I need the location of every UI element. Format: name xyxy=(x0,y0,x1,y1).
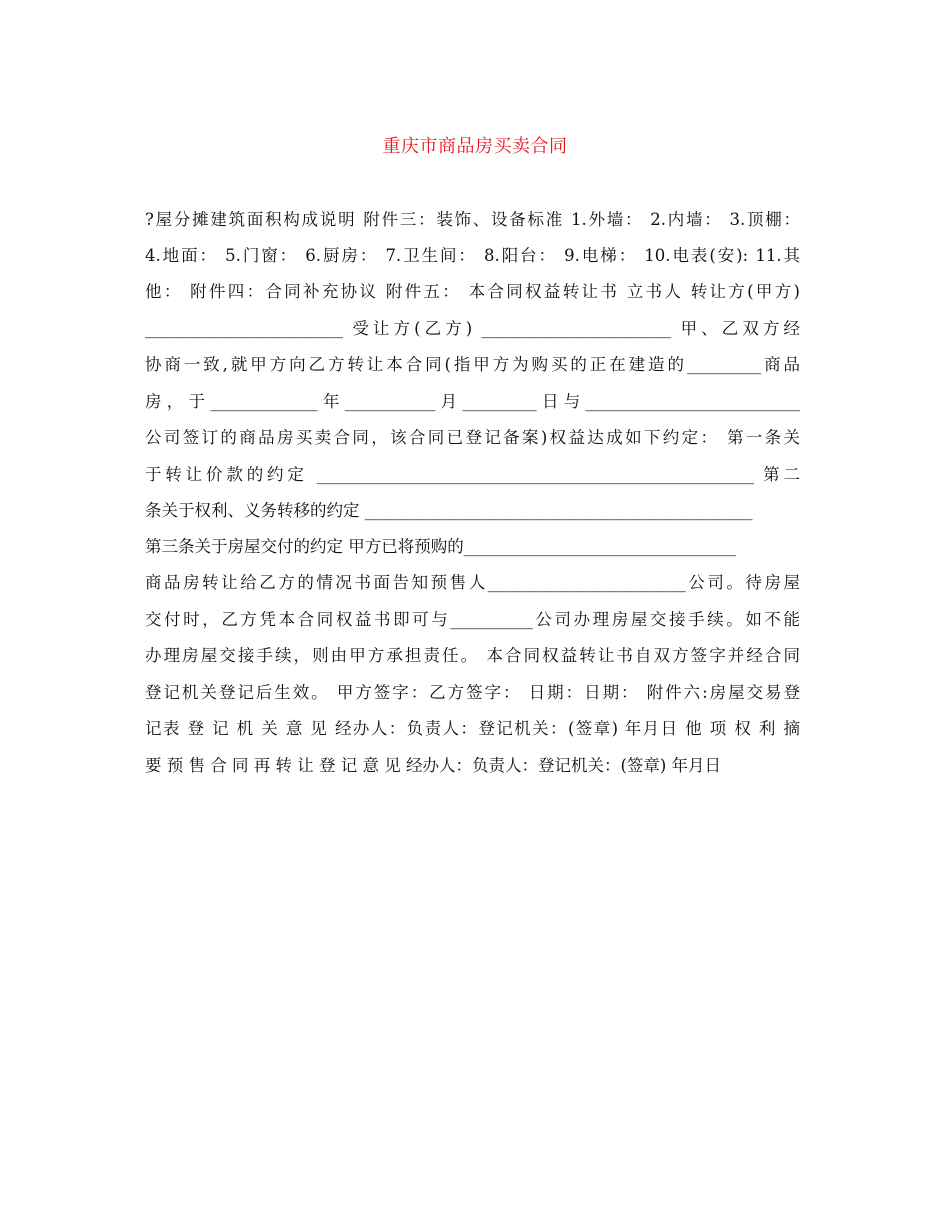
body-line-16: 要 预 售 合 同 再 转 让 登 记 意 见 经办人：负责人：登记机关：(签章) 年月日 xyxy=(145,756,722,775)
body-line-8: 于转让价款的约定 _____________________________________________________ 第二 xyxy=(145,465,800,484)
body-line-1: ?屋分摊建筑面积构成说明 附件三：装饰、设备标准 1.外墙： 2.内墙： 3.顶棚： xyxy=(145,210,800,229)
body-line-6: 房，于_____________年___________月_________日与__________________________ xyxy=(145,392,800,411)
body-line-13: 办理房屋交接手续，则由甲方承担责任。 本合同权益转让书自双方签字并经合同 xyxy=(145,646,800,665)
document-title: 重庆市商品房买卖合同 xyxy=(382,136,568,157)
body-line-15: 记表 登 记 机 关 意 见 经办人：负责人：登记机关：(签章) 年月日 他 项 权 利 摘 xyxy=(145,719,800,738)
body-line-11: 商品房转让给乙方的情况书面告知预售人________________________公司。待房屋 xyxy=(145,573,800,592)
body-line-2: 4.地面： 5.门窗： 6.厨房： 7.卫生间： 8.阳台： 9.电梯： 10.电表(安): 11.其 xyxy=(145,246,800,265)
body-line-14: 登记机关登记后生效。 甲方签字：乙方签字： 日期：日期： 附件六:房屋交易登 xyxy=(145,683,800,702)
body-line-9: 条关于权利、义务转移的约定 _______________________________________________ xyxy=(145,501,753,520)
body-line-7: 公司签订的商品房买卖合同，该合同已登记备案)权益达成如下约定： 第一条关 xyxy=(145,428,800,447)
body-line-12: 交付时，乙方凭本合同权益书即可与__________公司办理房屋交接手续。如不能 xyxy=(145,610,800,629)
body-line-4: ________________________ 受让方(乙方) _______________________ 甲、乙双方经 xyxy=(145,319,800,338)
body-line-5: 协商一致,就甲方向乙方转让本合同(指甲方为购买的正在建造的_________商品 xyxy=(145,355,800,374)
body-line-3: 他： 附件四：合同补充协议 附件五： 本合同权益转让书 立书人 转让方(甲方) xyxy=(145,282,800,301)
body-line-10: 第三条关于房屋交付的约定 甲方已将预购的_________________________________ xyxy=(145,537,736,556)
